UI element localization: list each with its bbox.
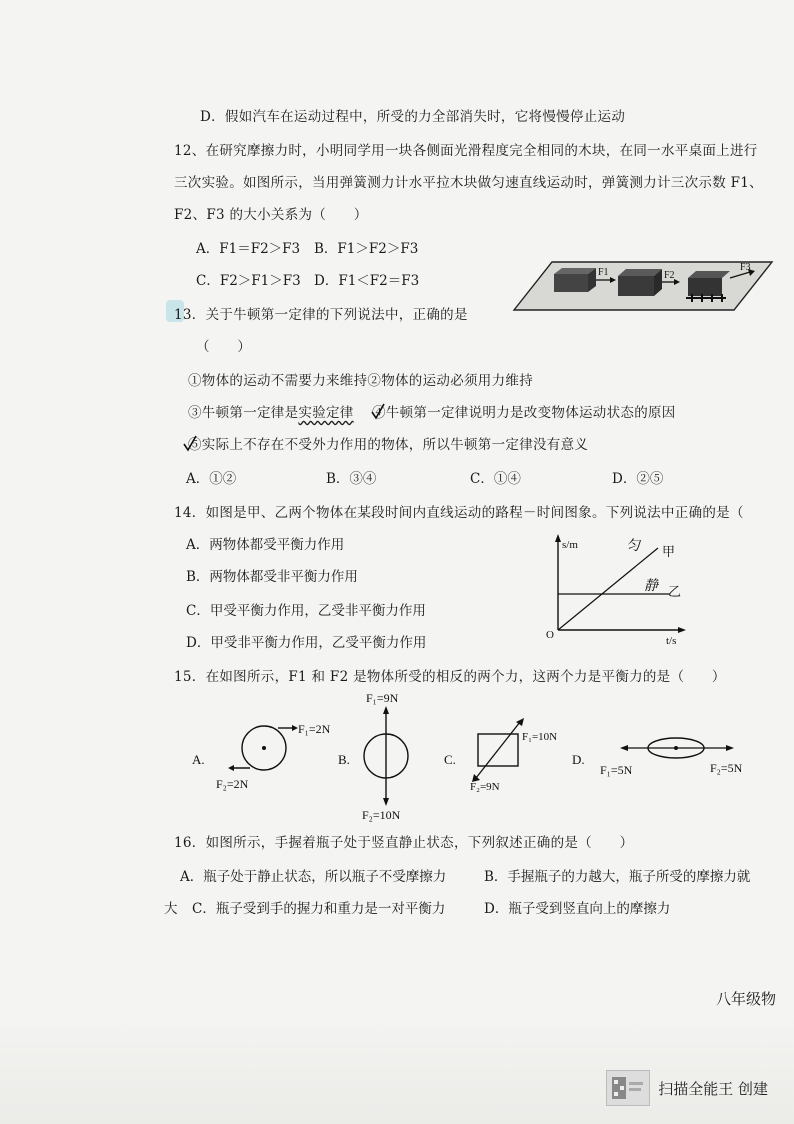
q16-stem: 16．如图所示，手握着瓶子处于竖直静止状态，下列叙述正确的是（ ） <box>174 835 634 851</box>
q12-label-f1: F1 <box>598 267 609 278</box>
q16-option-b: B．手握瓶子的力越大，瓶子所受的摩擦力就 <box>484 869 751 885</box>
q13-option-a: A．①② <box>186 471 237 487</box>
q11-option-d: D．假如汽车在运动过程中，所受的力全部消失时，它将慢慢停止运动 <box>200 109 626 125</box>
q15-option-a-figure <box>192 722 331 791</box>
x-axis-label: t/s <box>666 635 677 647</box>
q15-force-diagrams <box>180 692 780 822</box>
q12-stem-line2: 三次实验。如图所示，当用弹簧测力计水平拉木块做匀速直线运动时，弹簧测力计三次示数 F1、 <box>174 175 763 191</box>
q14-st-graph <box>540 532 690 648</box>
q12-option-a: A．F1＝F2＞F3 <box>196 241 301 257</box>
y-axis-label: s/m <box>562 539 578 551</box>
q13-option-c: C．①④ <box>470 471 521 487</box>
q15-a-f2: F₂=2N <box>216 777 249 791</box>
q13-option-d: D．②⑤ <box>612 471 664 487</box>
q12-stem-line1: 12、在研究摩擦力时，小明同学用一块各侧面光滑程度完全相同的木块，在同一水平桌面上进行 <box>174 143 758 159</box>
camscanner-logo-icon <box>606 1070 650 1106</box>
q16-option-d: D．瓶子受到竖直向上的摩擦力 <box>484 901 671 917</box>
q15-c-f2: F₂=9N <box>470 781 500 793</box>
q15-label-d: D. <box>572 752 585 767</box>
q12-option-b: B．F1＞F2＞F3 <box>314 241 419 257</box>
q15-b-f1: F₁=9N <box>366 692 399 705</box>
q12-stem-line3: F2、F3 的大小关系为（ ） <box>174 207 368 223</box>
check-mark-icon <box>370 402 386 422</box>
origin-label: O <box>546 629 554 641</box>
q14-stem: 14．如图是甲、乙两个物体在某段时间内直线运动的路程－时间图象。下列说法中正确的是（ <box>174 505 744 521</box>
check-mark-icon <box>182 434 198 454</box>
q13-item-1-2: ①物体的运动不需要力来维持②物体的运动必须用力维持 <box>188 373 533 389</box>
q15-option-b-figure <box>338 692 408 822</box>
q15-d-f1: F₁=5N <box>600 763 633 777</box>
q15-label-c: C. <box>444 752 456 767</box>
q12-option-c: C．F2＞F1＞F3 <box>196 273 301 289</box>
q12-option-d: D．F1＜F2＝F3 <box>314 273 420 289</box>
q13-item-3-underlined: 实验定律 <box>298 405 354 421</box>
q15-b-f2: F₂=10N <box>362 808 401 822</box>
series-jia-line <box>558 548 658 630</box>
q15-d-f2: F₂=5N <box>710 761 743 775</box>
block-1 <box>554 268 596 292</box>
scanner-watermark <box>606 1070 768 1106</box>
series-yi-label: 乙 <box>668 584 682 599</box>
scan-background-bottom <box>0 1010 794 1124</box>
q12-blocks-figure <box>512 256 774 318</box>
q15-label-b: B. <box>338 752 350 767</box>
handwritten-note-yun: 匀 <box>626 539 640 554</box>
q13-stem: 13．关于牛顿第一定律的下列说法中，正确的是 <box>174 307 468 323</box>
q14-option-d: D．甲受非平衡力作用，乙受平衡力作用 <box>186 635 427 651</box>
q15-label-a: A. <box>192 752 205 767</box>
series-jia-label: 甲 <box>662 544 676 559</box>
watermark-text: 扫描全能王 创建 <box>658 1079 768 1098</box>
q16-line3-start: 大 <box>164 901 178 917</box>
q16-option-a: A．瓶子处于静止状态，所以瓶子不受摩擦力 <box>180 869 447 885</box>
q13-item-4: ④牛顿第一定律说明力是改变物体运动状态的原因 <box>372 405 676 421</box>
q13-item-3 <box>188 404 354 422</box>
block-2 <box>618 269 662 296</box>
q13-item-5: ⑤实际上不存在不受外力作用的物体，所以牛顿第一定律没有意义 <box>188 437 589 453</box>
q12-label-f3: F3 <box>740 262 751 273</box>
q16-option-c: C．瓶子受到手的握力和重力是一对平衡力 <box>192 901 446 917</box>
q13-item-3-text: ③牛顿第一定律是 <box>188 405 299 421</box>
q15-option-d-figure <box>572 738 743 777</box>
q15-stem: 15．在如图所示，F1 和 F2 是物体所受的相反的两个力，这两个力是平衡力的是（ ） <box>174 669 726 685</box>
q14-option-a: A．两物体都受平衡力作用 <box>186 537 345 553</box>
q15-a-f1: F₁=2N <box>298 722 331 736</box>
handwritten-note-jing: 静 <box>644 579 658 594</box>
page-footer-subject: 八年级物 <box>715 990 776 1008</box>
q14-option-c: C．甲受平衡力作用，乙受非平衡力作用 <box>186 603 426 619</box>
q15-option-c-figure <box>444 718 557 793</box>
q13-option-b: B．③④ <box>326 471 377 487</box>
q12-label-f2: F2 <box>664 270 675 281</box>
q15-c-f1: F₁=10N <box>522 731 558 743</box>
q13-answer-paren: （ ） <box>196 339 252 355</box>
q14-option-b: B．两物体都受非平衡力作用 <box>186 569 358 585</box>
